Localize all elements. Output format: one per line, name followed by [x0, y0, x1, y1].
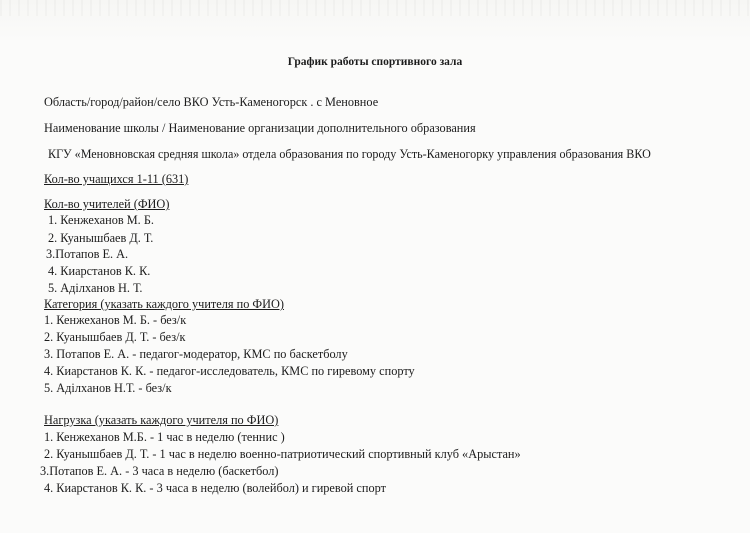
load-item-3: 3.Потапов Е. А. - 3 часа в неделю (баскетбол) — [40, 464, 279, 478]
region-line: Область/город/район/село ВКО Усть-Каменогорск . с Меновное — [44, 95, 379, 109]
load-item-2: 2. Куанышбаев Д. Т. - 1 час в неделю военно-патриотический спортивный клуб «Арыстан» — [44, 447, 521, 461]
teacher-item-4: 4. Киарстанов К. К. — [48, 264, 151, 278]
load-header: Нагрузка (указать каждого учителя по ФИО) — [44, 413, 279, 427]
teachers-header: Кол-во учителей (ФИО) — [44, 197, 170, 211]
document-title: График работы спортивного зала — [287, 56, 463, 68]
category-item-2: 2. Куанышбаев Д. Т. - без/к — [44, 330, 186, 344]
school-name-line: КГУ «Меновновская средняя школа» отдела образования по городу Усть-Каменогорку управления образования ВКО — [48, 147, 651, 161]
load-item-1: 1. Кенжеханов М.Б. - 1 час в неделю (теннис ) — [44, 430, 285, 444]
scan-artifact — [0, 0, 750, 16]
category-item-4: 4. Киарстанов К. К. - педагог-исследователь, КМС по гиревому спорту — [44, 364, 415, 378]
category-item-5: 5. Аділханов Н.Т. - без/к — [44, 381, 172, 395]
students-count: Кол-во учащихся 1-11 (631) — [44, 172, 189, 186]
load-item-4: 4. Киарстанов К. К. - 3 часа в неделю (волейбол) и гиревой спорт — [44, 481, 386, 495]
teacher-item-2: 2. Куанышбаев Д. Т. — [48, 231, 154, 245]
teacher-item-1: 1. Кенжеханов М. Б. — [48, 213, 154, 227]
teacher-item-3: 3.Потапов Е. А. — [46, 247, 129, 261]
category-item-3: 3. Потапов Е. А. - педагог-модератор, КМС по баскетболу — [44, 347, 348, 361]
category-header: Категория (указать каждого учителя по ФИО) — [44, 297, 284, 311]
category-item-1: 1. Кенжеханов М. Б. - без/к — [44, 313, 187, 327]
teacher-item-5: 5. Аділханов Н. Т. — [48, 281, 143, 295]
school-label-line: Наименование школы / Наименование организации дополнительного образования — [44, 121, 476, 135]
